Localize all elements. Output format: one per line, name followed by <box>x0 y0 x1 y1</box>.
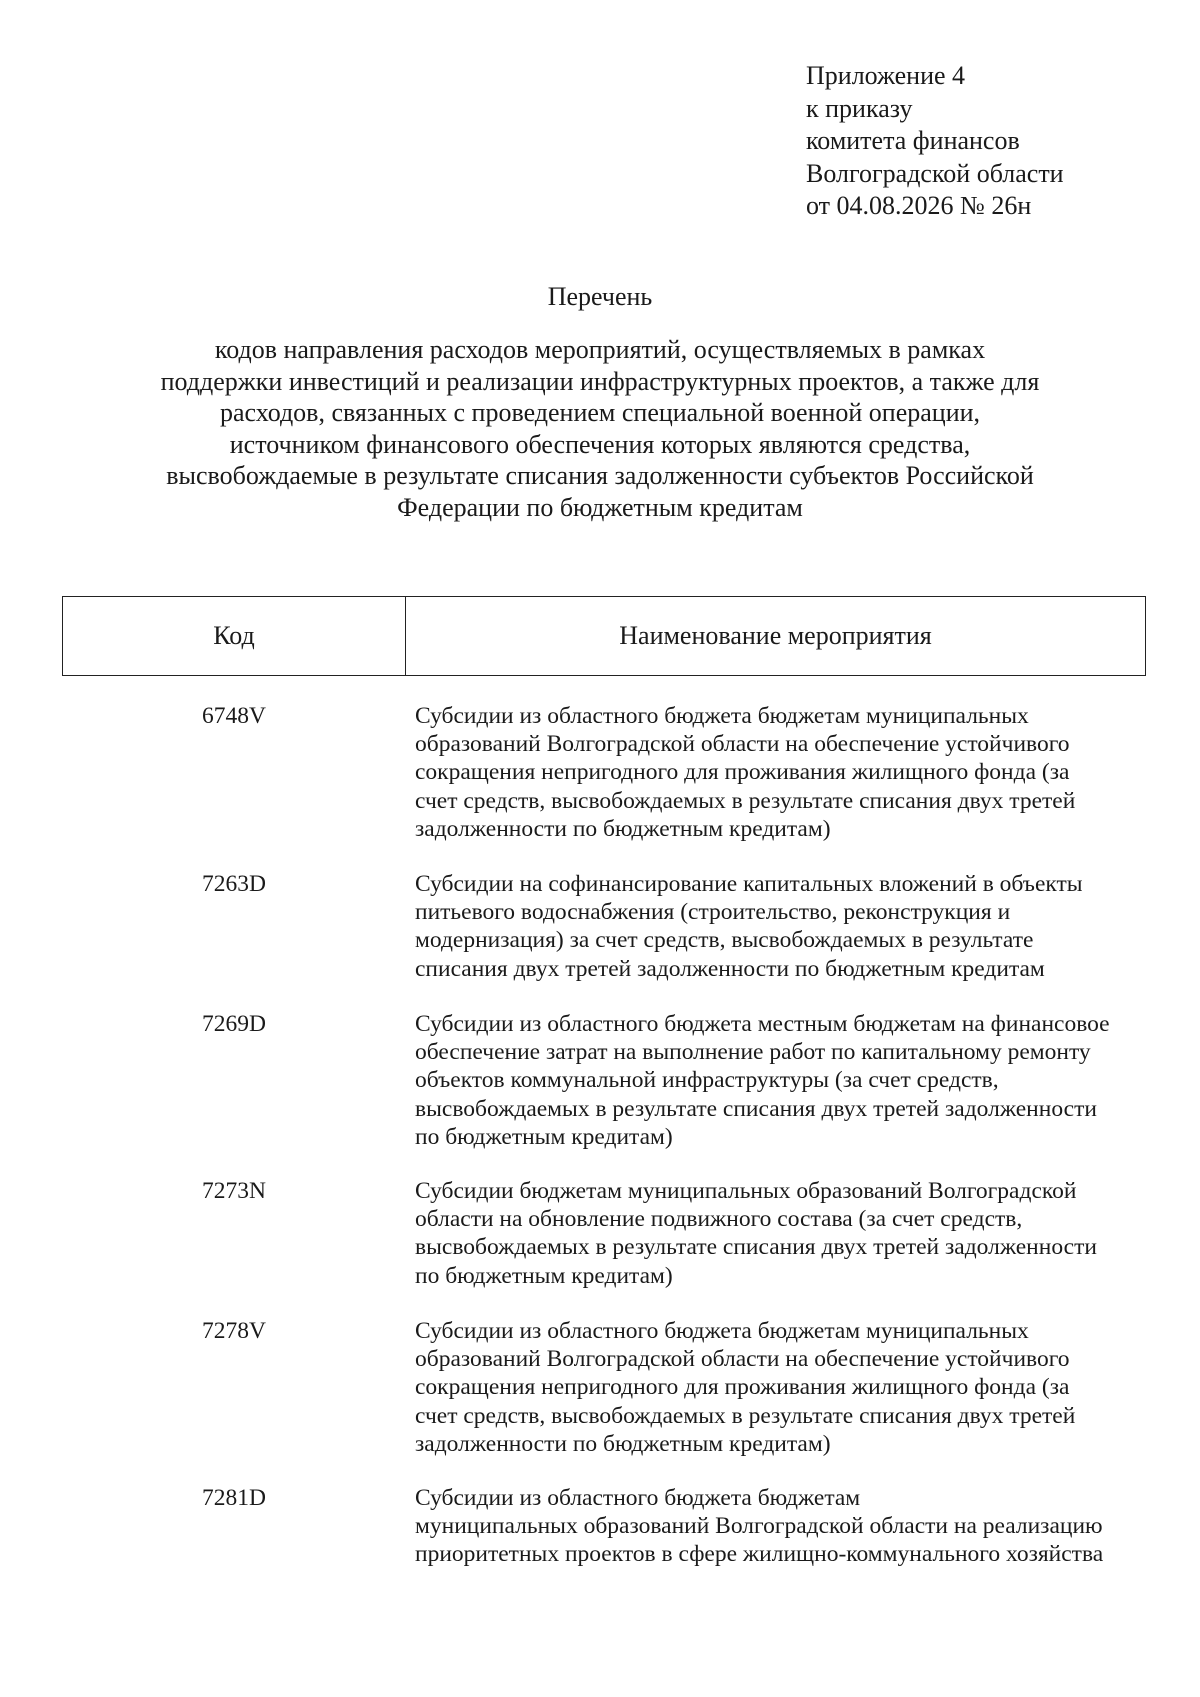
row-name-line: обеспечение затрат на выполнение работ по капитальному ремонту <box>415 1039 1091 1066</box>
row-name-line: приоритетных проектов в сфере жилищно-коммунального хозяйства <box>415 1541 1104 1568</box>
appendix-line: Волгоградской области <box>806 158 1064 188</box>
appendix-block <box>806 60 1064 223</box>
appendix-line: от 04.08.2026 № 26н <box>806 191 1032 220</box>
row-name-line: питьевого водоснабжения (строительство, реконструкция и <box>415 899 1011 926</box>
row-name-line: Субсидии из областного бюджета бюджетам <box>415 1485 861 1511</box>
row-name-line: счет средств, высвобождаемых в результате списания двух третей <box>415 1402 1076 1429</box>
subtitle-line: высвобождаемые в результате списания задолженности субъектов Российской <box>166 461 1034 491</box>
row-name-line: области на обновление подвижного состава (за счет средств, <box>415 1206 1023 1233</box>
column-header-name: Наименование мероприятия <box>619 621 932 650</box>
row-name-line: высвобождаемых в результате списания двух третей задолженности <box>415 1095 1097 1122</box>
document-title: Перечень <box>547 282 653 311</box>
row-name-line: сокращения непригодного для проживания жилищного фонда (за <box>415 1374 1070 1401</box>
subtitle-line: Федерации по бюджетным кредитам <box>397 492 803 522</box>
row-name-line: высвобождаемых в результате списания двух третей задолженности <box>415 1234 1097 1261</box>
row-name-line: образований Волгоградской области на обеспечение устойчивого <box>415 1346 1070 1373</box>
row-name-line: модернизация) за счет средств, высвобождаемых в результате <box>415 927 1034 954</box>
row-code: 7273N <box>202 1178 266 1204</box>
row-name-line: Субсидии из областного бюджета местным бюджетам на финансовое <box>415 1011 1110 1037</box>
subtitle-line: поддержки инвестиций и реализации инфраструктурных проектов, а также для <box>160 366 1040 396</box>
subtitle-line: расходов, связанных с проведением специальной военной операции, <box>219 398 981 428</box>
appendix-line: к приказу <box>806 93 913 123</box>
row-name-line: Субсидии из областного бюджета бюджетам муниципальных <box>415 1318 1029 1344</box>
row-name <box>415 870 1145 983</box>
row-name-line: Субсидии бюджетам муниципальных образований Волгоградской <box>415 1178 1077 1204</box>
row-code: 7263D <box>202 871 266 897</box>
column-header-code: Код <box>63 597 406 675</box>
row-name-line: Субсидии на софинансирование капитальных вложений в объекты <box>415 871 1083 897</box>
row-name <box>415 702 1145 843</box>
row-name-line: сокращения непригодного для проживания жилищного фонда (за <box>415 759 1070 786</box>
appendix-line: комитета финансов <box>806 126 1020 155</box>
row-name-line: Субсидии из областного бюджета бюджетам муниципальных <box>415 703 1029 729</box>
row-name-line: муниципальных образований Волгоградской области на реализацию <box>415 1513 1103 1540</box>
appendix-line: Приложение 4 <box>806 61 966 90</box>
row-name-line: счет средств, высвобождаемых в результате списания двух третей <box>415 787 1076 814</box>
document-subtitle <box>150 334 1050 524</box>
row-name-line: списания двух третей задолженности по бюджетным кредитам <box>415 955 1045 982</box>
row-name-line: образований Волгоградской области на обеспечение устойчивого <box>415 731 1070 758</box>
row-name-line: задолженности по бюджетным кредитам) <box>415 815 831 842</box>
row-code: 7269D <box>202 1011 266 1037</box>
row-name <box>415 1317 1145 1458</box>
row-name-line: по бюджетным кредитам) <box>415 1123 673 1150</box>
row-name <box>415 1484 1145 1569</box>
table-header <box>62 596 1146 676</box>
row-name <box>415 1177 1145 1290</box>
row-code: 6748V <box>202 703 266 729</box>
row-name-line: объектов коммунальной инфраструктуры (за счет средств, <box>415 1067 999 1094</box>
row-code: 7278V <box>202 1318 266 1344</box>
subtitle-line: источником финансового обеспечения которых являются средства, <box>229 429 971 459</box>
row-code: 7281D <box>202 1485 266 1511</box>
row-name-line: задолженности по бюджетным кредитам) <box>415 1430 831 1457</box>
row-name <box>415 1010 1145 1151</box>
subtitle-line: кодов направления расходов мероприятий, осуществляемых в рамках <box>214 335 986 364</box>
row-name-line: по бюджетным кредитам) <box>415 1262 673 1289</box>
